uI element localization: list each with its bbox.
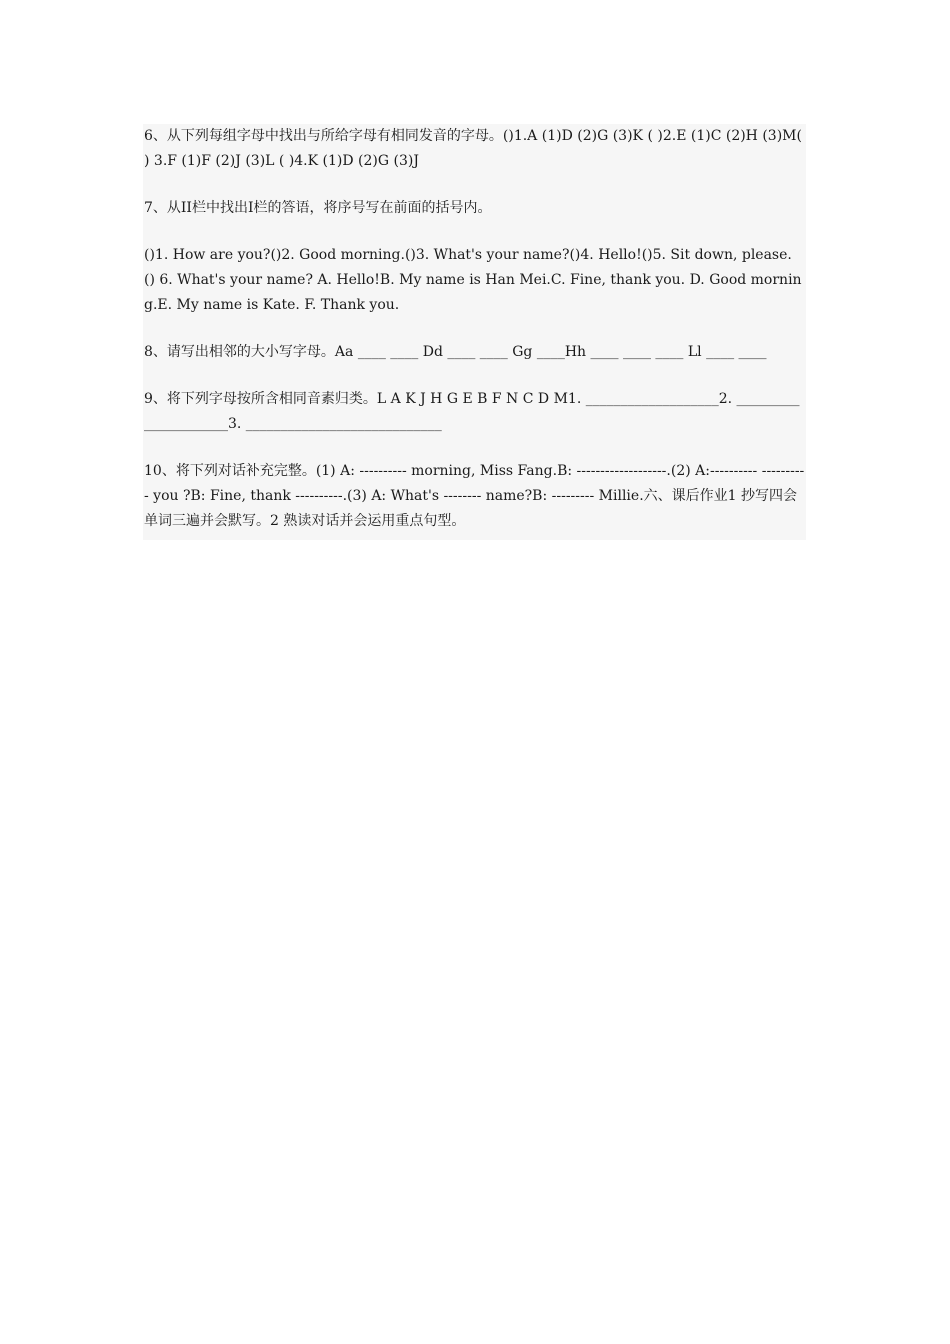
exercise-7-items: ()1. How are you?()2. Good morning.()3. What's your name?()4. Hello!()5. Sit down, please. () 6. What's your name? A. Hello!B. My name is Han Mei.C. Fine, thank you. D. Good morning.E. My name is Kate. F. Thank you. xyxy=(144,247,802,313)
exercise-8: 8、请写出相邻的大小写字母。Aa ____ ____ Dd ____ ____ Gg ____Hh ____ ____ ____ Ll ____ ____ xyxy=(144,344,767,360)
exercise-10: 10、将下列对话补充完整。(1) A: ---------- morning, Miss Fang.B: -------------------.(2) A:---------- ---------- you ?B: Fine, thank ----------.(3) A: What's -------- name?B: --------- Millie.六、课后作业1 抄写四会单词三遍并会默写。2 熟读对话并会运用重点句型。 xyxy=(144,463,805,529)
exercise-7-instruction: 7、从II栏中找出I栏的答语，将序号写在前面的括号内。 xyxy=(144,200,492,216)
paragraph-spacer xyxy=(143,318,806,340)
paragraph-spacer xyxy=(143,437,806,459)
paragraph-spacer xyxy=(143,174,806,196)
paragraph-spacer xyxy=(143,221,806,243)
exercise-9: 9、将下列字母按所含相同音素归类。L A K J H G E B F N C D M1. ___________________2. _____________________3. ____________________________ xyxy=(144,391,800,432)
exercise-6: 6、从下列每组字母中找出与所给字母有相同发音的字母。()1.A (1)D (2)G (3)K ( )2.E (1)C (2)H (3)M( ) 3.F (1)F (2)J (3)L ( )4.K (1)D (2)G (3)J xyxy=(144,128,802,169)
paragraph-spacer xyxy=(143,365,806,387)
document-body xyxy=(143,124,806,540)
